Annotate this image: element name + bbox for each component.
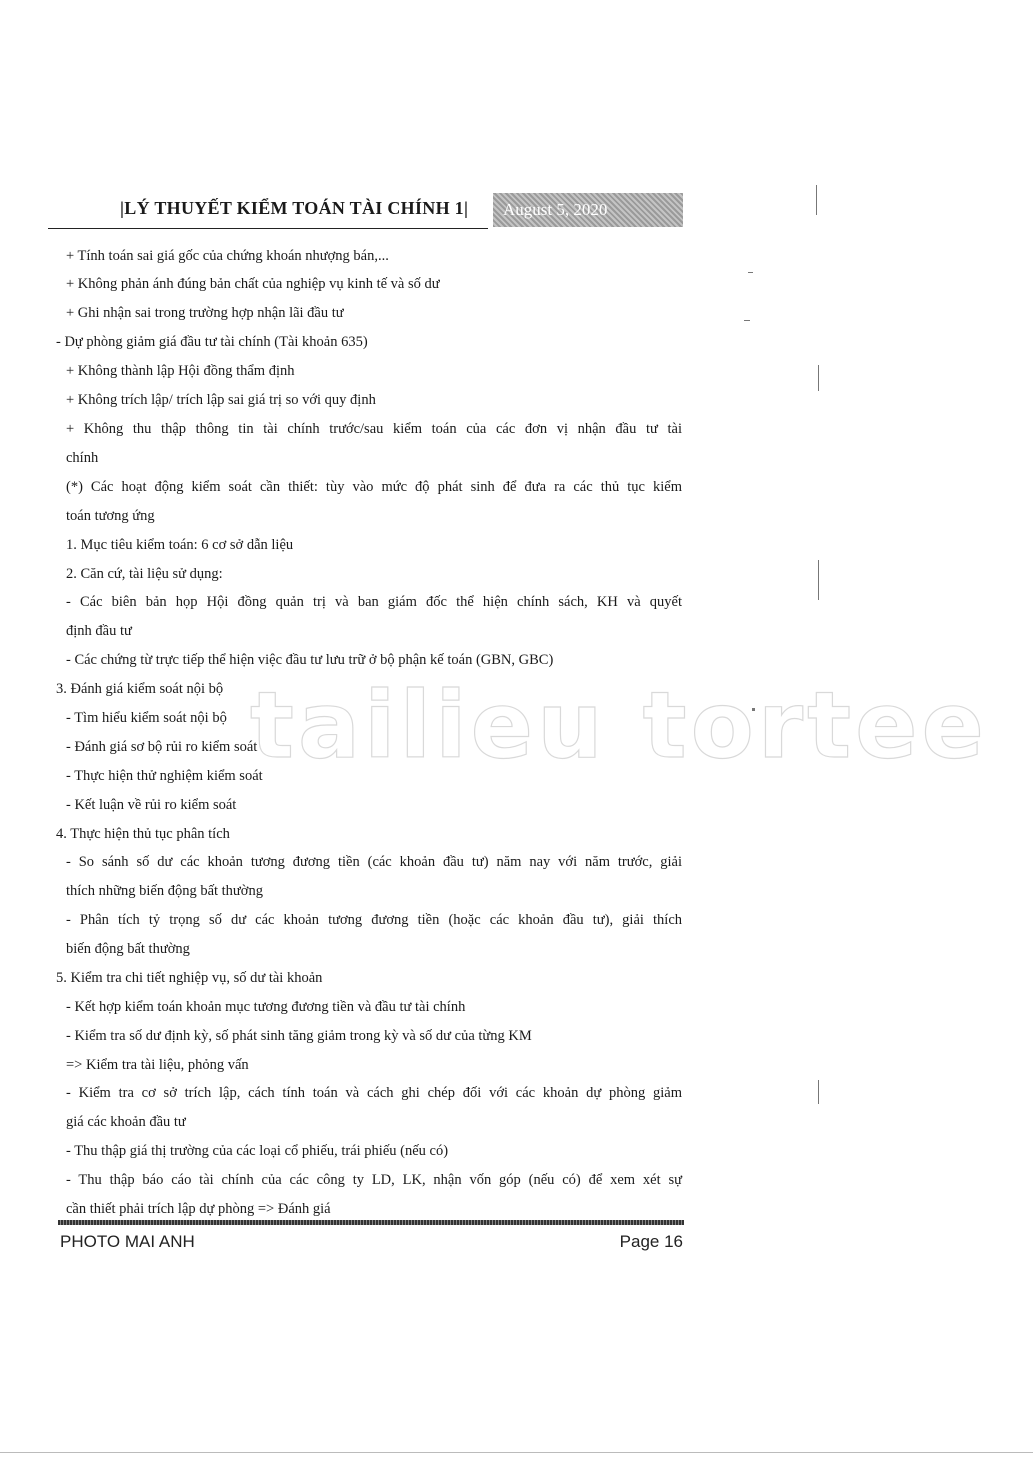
scan-speck bbox=[748, 272, 753, 273]
body-line: giá các khoản đầu tư bbox=[66, 1114, 186, 1130]
body-line: 2. Căn cứ, tài liệu sử dụng: bbox=[66, 566, 223, 582]
body-line: => Kiểm tra tài liệu, phỏng vấn bbox=[66, 1057, 249, 1073]
body-line: + Không trích lập/ trích lập sai giá trị so với quy định bbox=[66, 392, 376, 408]
body-line: chính bbox=[66, 450, 99, 466]
body-line: biến động bất thường bbox=[66, 941, 190, 957]
page-number: Page 16 bbox=[619, 1232, 683, 1251]
header-date: August 5, 2020 bbox=[493, 193, 683, 227]
body-line: + Không thành lập Hội đồng thẩm định bbox=[66, 363, 295, 379]
footer-left-text: PHOTO MAI ANH bbox=[60, 1232, 195, 1251]
watermark: tailieu tortee bbox=[250, 672, 988, 779]
body-line: 4. Thực hiện thủ tục phân tích bbox=[56, 826, 230, 842]
body-line: định đầu tư bbox=[66, 623, 132, 639]
scan-speck bbox=[752, 708, 755, 711]
body-line: + Không phản ánh đúng bản chất của nghiệp vụ kinh tế và số dư bbox=[66, 276, 440, 292]
body-line: - Phân tích tỷ trọng số dư các khoản tương đương tiền (hoặc các khoản đầu tư), giải thích bbox=[66, 912, 682, 928]
header-rule bbox=[48, 228, 488, 229]
body-line: - Thu thập giá thị trường của các loại cổ phiếu, trái phiếu (nếu có) bbox=[66, 1143, 449, 1159]
body-line: - Thực hiện thử nghiệm kiểm soát bbox=[66, 768, 263, 784]
body-line: (*) Các hoạt động kiểm soát cần thiết: tùy vào mức độ phát sinh để đưa ra các thủ tục kiểm bbox=[66, 479, 682, 495]
body-line: + Không thu thập thông tin tài chính trước/sau kiểm toán của các đơn vị nhận đầu tư tài bbox=[66, 421, 682, 437]
body-line: - Đánh giá sơ bộ rủi ro kiểm soát bbox=[66, 739, 258, 755]
scan-edge bbox=[0, 1452, 1033, 1453]
body-line: - Kiểm tra số dư định kỳ, số phát sinh tăng giảm trong kỳ và số dư của từng KM bbox=[66, 1028, 532, 1044]
scan-speck bbox=[816, 185, 817, 215]
body-line: - Tìm hiểu kiểm soát nội bộ bbox=[66, 710, 227, 726]
footer-rule bbox=[58, 1220, 684, 1225]
body-line: + Tính toán sai giá gốc của chứng khoán nhượng bán,... bbox=[66, 248, 389, 264]
body-line: - Dự phòng giảm giá đầu tư tài chính (Tài khoản 635) bbox=[56, 334, 368, 350]
body-line: 3. Đánh giá kiểm soát nội bộ bbox=[56, 681, 224, 697]
header-title: |LÝ THUYẾT KIỂM TOÁN TÀI CHÍNH 1| bbox=[120, 198, 469, 218]
scan-speck bbox=[818, 560, 819, 600]
body-line: - Thu thập báo cáo tài chính của các công ty LD, LK, nhận vốn góp (nếu có) để xem xét sự bbox=[66, 1172, 682, 1188]
body-line: toán tương ứng bbox=[66, 508, 155, 524]
body-line: 1. Mục tiêu kiểm toán: 6 cơ sở dẫn liệu bbox=[66, 537, 294, 553]
body-line: - So sánh số dư các khoản tương đương tiền (các khoản đầu tư) năm nay với năm trước, giải bbox=[66, 854, 682, 870]
body-line: 5. Kiểm tra chi tiết nghiệp vụ, số dư tài khoản bbox=[56, 970, 323, 986]
body-line: thích những biến động bất thường bbox=[66, 883, 263, 899]
body-line: cần thiết phải trích lập dự phòng => Đánh giá bbox=[66, 1201, 331, 1217]
body-line: - Các biên bản họp Hội đồng quản trị và ban giám đốc thể hiện chính sách, KH và quyết bbox=[66, 594, 682, 610]
scan-speck bbox=[818, 365, 819, 391]
scan-speck bbox=[744, 320, 750, 321]
scan-speck bbox=[818, 1080, 819, 1104]
body-line: - Các chứng từ trực tiếp thể hiện việc đầu tư lưu trữ ở bộ phận kế toán (GBN, GBC) bbox=[66, 652, 554, 668]
body-line: + Ghi nhận sai trong trường hợp nhận lãi đầu tư bbox=[66, 305, 344, 321]
body-line: - Kết luận về rủi ro kiểm soát bbox=[66, 797, 237, 813]
body-line: - Kiểm tra cơ sở trích lập, cách tính toán và cách ghi chép đối với các khoản dự phòng giảm bbox=[66, 1085, 682, 1101]
body-line: - Kết hợp kiểm toán khoản mục tương đương tiền và đầu tư tài chính bbox=[66, 999, 466, 1015]
